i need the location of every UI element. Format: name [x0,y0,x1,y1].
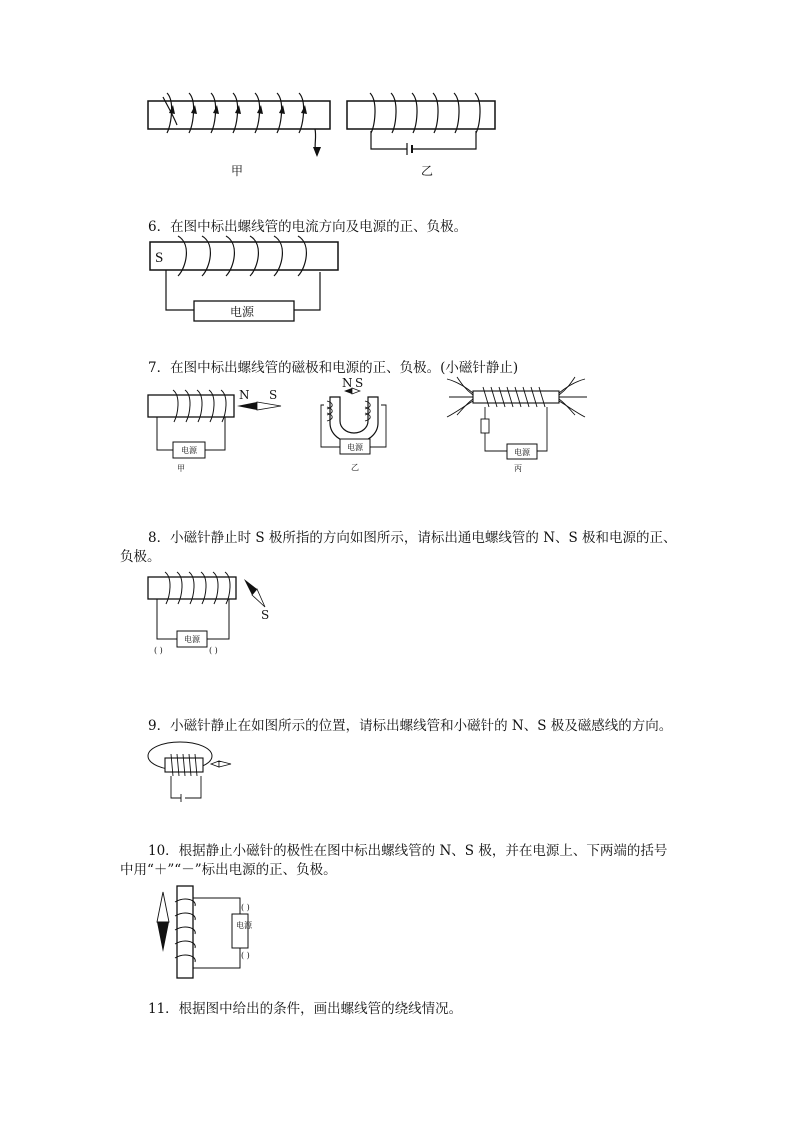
label-jia: 甲 [231,164,244,178]
bracket-right: ( ) [209,646,218,655]
label-yi: 乙 [421,164,434,178]
bracket-bottom: ( ) [241,951,250,960]
needle-n: N [239,388,250,402]
figure-top-jia [145,95,345,185]
label-bing: 丙 [514,464,522,473]
power-source-label: 电源 [236,921,252,930]
figure-q7-yi [318,375,393,475]
figure-q6 [148,238,343,328]
figure-q8 [145,565,285,660]
figure-top-yi [345,95,500,185]
question-8-line2: 负极。 [120,549,161,565]
figure-q10 [145,882,265,982]
figure-q9 [145,738,245,806]
pole-s: S [155,250,164,266]
power-source-label: 电源 [184,635,200,644]
label-yi: 乙 [351,463,359,472]
question-10-line1: 10．根据静止小磁针的极性在图中标出螺线管的 N、S 极，并在电源上、下两端的括号 [148,843,668,859]
question-7: 7．在图中标出螺线管的磁极和电源的正、负极。(小磁针静止) [148,360,519,376]
needle-s: S [269,388,278,402]
power-source-label: 电源 [514,448,530,457]
needle-s: S [261,608,270,622]
question-8-line1: 8．小磁针静止时 S 极所指的方向如图所示，请标出通电螺线管的 N、S 极和电源的正、 [148,530,677,546]
bracket-left: ( ) [154,646,163,655]
needle-s: S [355,376,364,390]
question-10-line2: 中用“＋”“－”标出电源的正、负极。 [120,862,337,878]
figure-q7-bing [443,375,593,475]
question-6: 6．在图中标出螺线管的电流方向及电源的正、负极。 [148,219,468,235]
power-source-label: 电源 [230,305,255,319]
figure-q7-jia [145,380,290,475]
label-jia: 甲 [177,464,185,473]
question-9: 9．小磁针静止在如图所示的位置，请标出螺线管和小磁针的 N、S 极及磁感线的方向。 [148,718,673,734]
power-source-label: 电源 [181,446,197,455]
power-source-label: 电源 [347,443,363,452]
bracket-top: ( ) [241,903,250,912]
question-11: 11．根据图中给出的条件，画出螺线管的绕线情况。 [148,1001,463,1017]
needle-n: N [342,376,353,390]
